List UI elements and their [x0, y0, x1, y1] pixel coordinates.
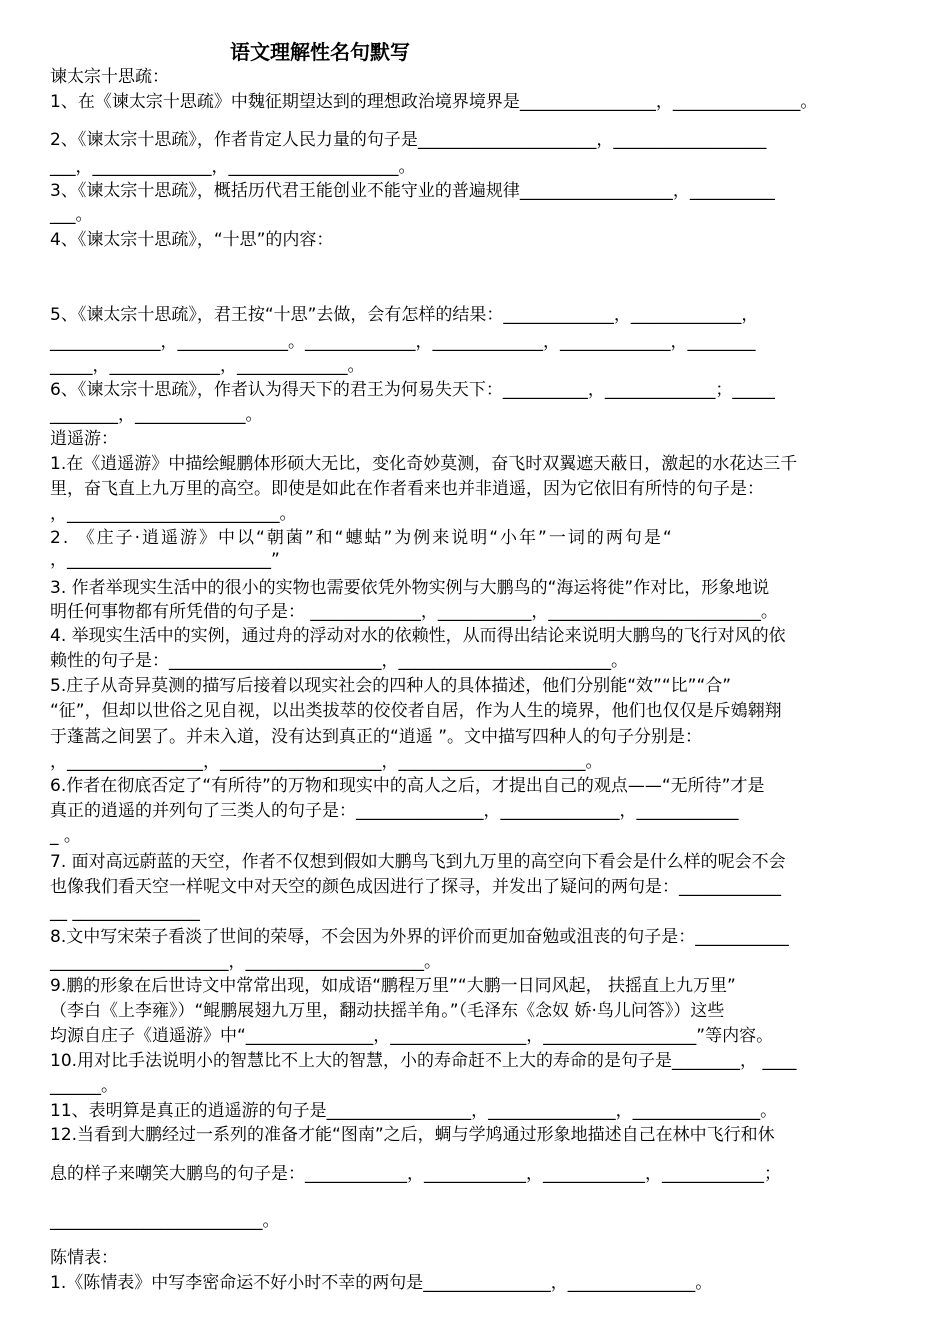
question-text: 3、《谏太宗十思疏》，概括历代君王能创业不能守业的普遍规律__________________，__________ — [50, 181, 775, 201]
question-text: 6.作者在彻底否定了“有所待”的万物和现实中的高人之后，才提出自己的观点——“无所待”才是 — [50, 776, 765, 796]
question-text: “征”，但却以世俗之见自视，以出类拔萃的佼佼者自居，作为人生的境界，他们也仅仅是斥鴳翱翔 — [50, 701, 782, 721]
question-text: 息的样子来嘲笑大鹏鸟的句子是：____________，____________，____________，____________； — [50, 1164, 781, 1184]
question-text: 3. 作者举现实生活中的很小的实物也需要依凭外物实例与大鹏鸟的“海运将徙”作对比，形象地说 — [50, 578, 770, 598]
section-heading-chenqing: 陈情表： — [50, 1248, 118, 1268]
question-text: 明任何事物都有所凭借的句子是： _____________，___________，_________________________。 — [50, 602, 778, 622]
question-text: _________________________。 — [50, 1211, 280, 1231]
question-text: __ _______________ — [50, 902, 200, 922]
question-text: _____________________，_____________________。 — [50, 952, 441, 972]
question-text: 1.在《逍遥游》中描绘鲲鹏体形硕大无比，变化奇妙莫测，奋飞时双翼遮天蔽日，激起的水花达三千 — [50, 454, 798, 474]
section-heading-jian: 谏太宗十思疏： — [50, 67, 169, 87]
question-text: ___，______________，____________________。 — [50, 157, 416, 177]
question-text: 10.用对比手法说明小的智慧比不上大的智慧，小的寿命赶不上大的寿命的是句子是________， ____ — [50, 1051, 797, 1071]
question-text: _ 。 — [50, 826, 81, 846]
question-text: ________，_____________。 — [50, 405, 263, 425]
question-text: 6、《谏太宗十思疏》，作者认为得天下的君王为何易失天下：__________，_____________；_____ — [50, 380, 775, 400]
question-text: 4、《谏太宗十思疏》，“十思”的内容： — [50, 230, 334, 250]
question-text: 也像我们看天空一样呢文中对天空的颜色成因进行了探寻，并发出了疑问的两句是：____________ — [50, 877, 781, 897]
question-text: 12.当看到大鹏经过一系列的准备才能“图南”之后，蜩与学鸠通过形象地描述自己在林中飞行和休 — [50, 1125, 775, 1145]
question-text: （李白《上李雍》）“鲲鹏展翅九万里，翻动扶摇羊角。”（毛泽东《念奴 娇·鸟儿问答》）这些 — [50, 1001, 725, 1021]
question-text: 里，奋飞直上九万里的高空。即使是如此在作者看来也并非逍遥，因为它依旧有所恃的句子是： — [50, 479, 764, 499]
section-heading-xiaoyao: 逍遥游： — [50, 429, 118, 449]
question-text: ，_________________________。 — [50, 504, 297, 524]
question-text: _____，_____________，_____________。 — [50, 356, 365, 376]
question-text: 8.文中写宋荣子看淡了世间的荣辱，不会因为外界的评价而更加奋勉或沮丧的句子是：___________ — [50, 927, 789, 947]
question-text: 9.鹏的形象在后世诗文中常常出现，如成语“鹏程万里”“大鹏一日同风起， 扶摇直上九万里” — [50, 976, 736, 996]
question-text: 11、表明算是真正的逍遥游的句子是_________________，_______________，_______________。 — [50, 1101, 778, 1121]
question-text: 5.庄子从奇异莫测的描写后接着以现实社会的四种人的具体描述，他们分别能“效”“比”“合” — [50, 676, 732, 696]
question-text: ，________________________” — [50, 550, 280, 570]
question-text: ，________________，___________________，______________________。 — [50, 752, 603, 772]
question-text: 均源自庄子《逍遥游》中“_______________，________________，__________________”等内容。 — [50, 1026, 774, 1046]
question-text: 赖性的句子是：_________________________，_________________________。 — [50, 651, 628, 671]
question-text: 7. 面对高远蔚蓝的天空，作者不仅想到假如大鹏鸟飞到九万里的高空向下看会是什么样的呢会不会 — [50, 852, 786, 872]
question-text: 1、在《谏太宗十思疏》中魏征期望达到的理想政治境界境界是________________，_______________。 — [50, 92, 818, 112]
page-title: 语文理解性名句默写 — [230, 40, 410, 64]
question-text: 真正的逍遥的并列句了三类人的句子是：_______________，______________，____________ — [50, 801, 739, 821]
question-text: ___。 — [50, 205, 93, 225]
question-text: 1.《陈情表》中写李密命运不好小时不幸的两句是_______________，_______________。 — [50, 1273, 713, 1293]
question-text: 5、《谏太宗十思疏》，君王按“十思”去做，会有怎样的结果：_____________，_____________， — [50, 305, 759, 325]
question-text: 于蓬蒿之间罢了。并未入道，没有达到真正的“逍遥 ”。文中描写四种人的句子分别是： — [50, 727, 703, 747]
question-text: ______。 — [50, 1076, 118, 1096]
question-text: _____________，_____________。_____________，_____________，_____________，________ — [50, 332, 756, 352]
question-text: 2、《谏太宗十思疏》，作者肯定人民力量的句子是_____________________，__________________ — [50, 130, 767, 150]
question-text: 2. 《庄子·逍遥游》中以“朝菌”和“蟪蛄”为例来说明“小年”一词的两句是“ — [50, 528, 674, 548]
question-text: 4. 举现实生活中的实例，通过舟的浮动对水的依赖性，从而得出结论来说明大鹏鸟的飞行对风的依 — [50, 626, 786, 646]
